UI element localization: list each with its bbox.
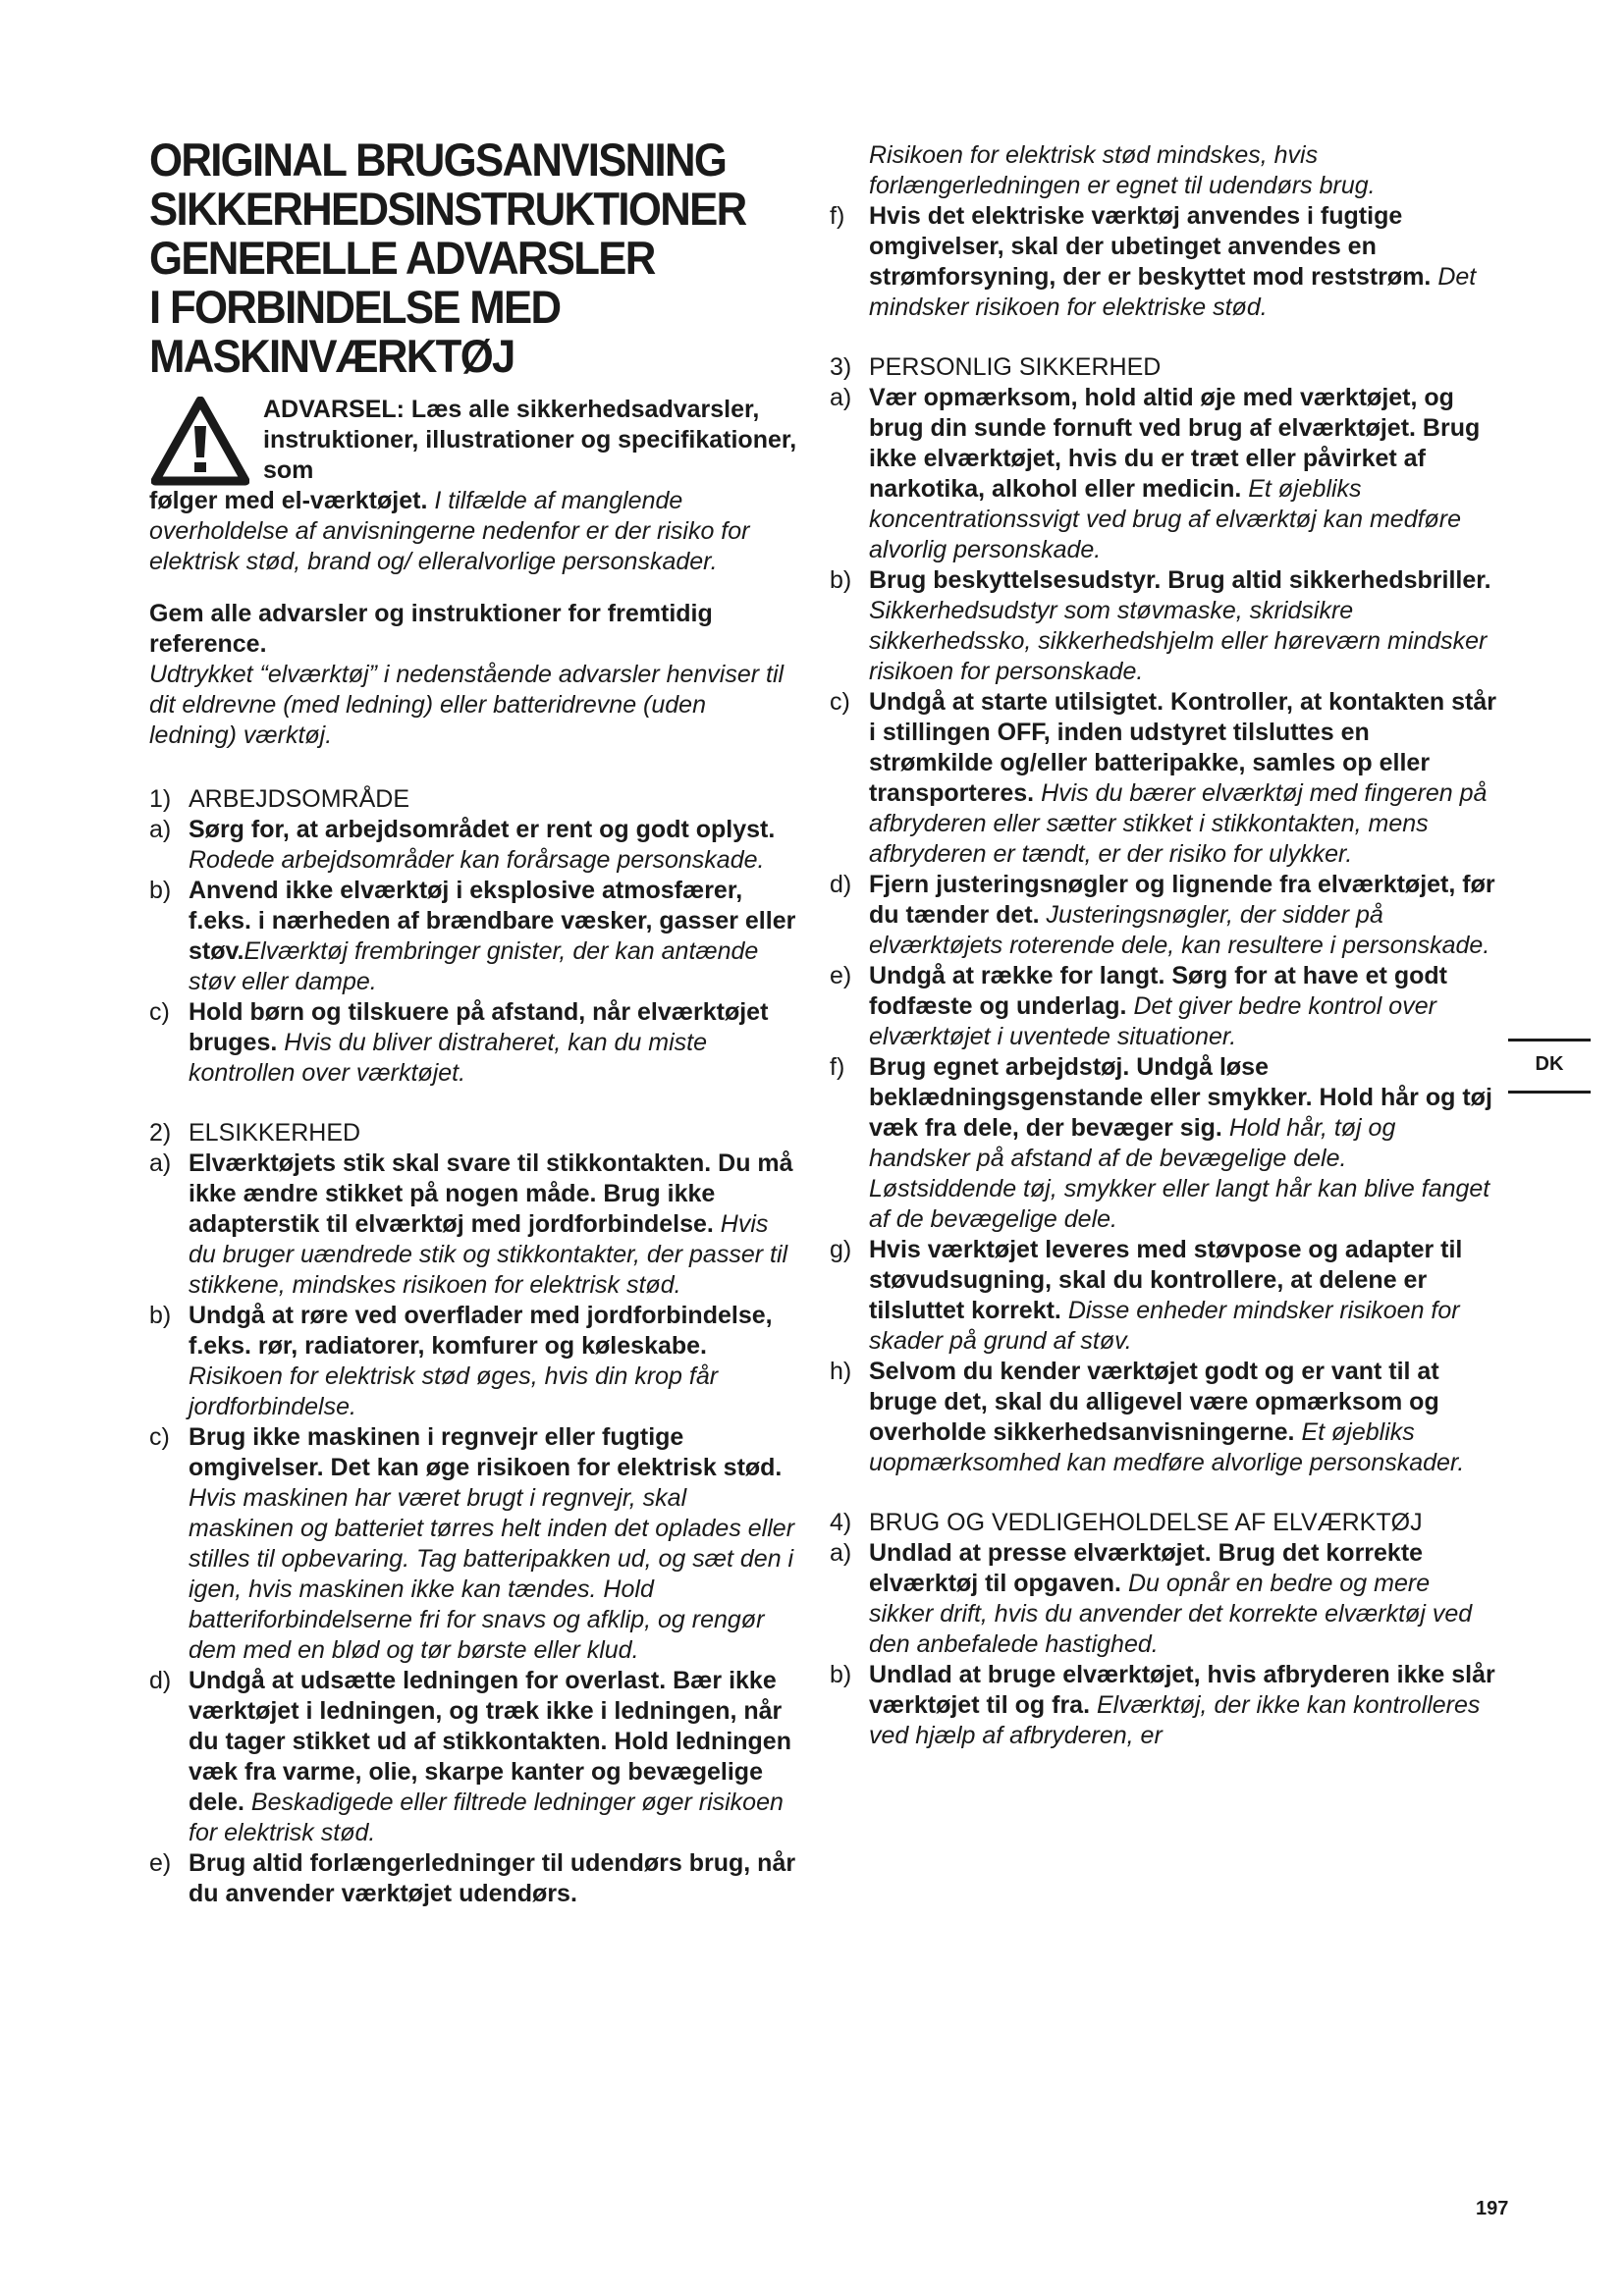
list-item <box>830 1052 1497 1235</box>
item-bold: Undgå at starte utilsigtet. Kontroller, at kontakten står i stillingen OFF, inden udstyret tilsluttes en strømkilde og/eller batteripakke, samles op eller transporteres. <box>869 688 1497 807</box>
item-label: c) <box>149 1423 170 1451</box>
item-bold: Vær opmærksom, hold altid øje med værktøjet, og brug din sunde fornuft ved brug af elværktøjet. Brug ikke elværktøjet, hvis du er træt eller påvirket af narkotika, alkohol eller medicin. <box>869 384 1481 503</box>
item-bold: Brug beskyttelsesudstyr. Brug altid sikkerhedsbriller. <box>869 566 1491 594</box>
item-italic: Hvis maskinen har været brugt i regnvejr, skal maskinen og batteriet tørres helt inden det oplades eller stilles til opbevaring. Tag batteripakken ud, og sæt den i igen, hvis maskinen ikke kan tændes. Hold batteriforbindelserne fri for snavs og afklip, og rengør dem med en blød og tør børste eller klud. <box>189 1484 795 1664</box>
item-label: b) <box>149 1302 172 1329</box>
item-label: h) <box>830 1358 852 1385</box>
item-bold: Hvis værktøjet leveres med støvpose og adapter til støvudsugning, skal du kontrollere, at delene er tilsluttet korrekt. <box>869 1236 1463 1324</box>
item-label: e) <box>149 1849 172 1877</box>
warning-text: I tilfælde af manglende overholdelse af anvisningerne nedenfor er der risiko for elektrisk stød, brand og/ elleralvorlige personskader. <box>149 487 750 575</box>
list-item <box>830 1357 1497 1478</box>
item-bold: Brug altid forlængerledninger til udendørs brug, når du anvender værktøjet udendørs. <box>189 1849 796 1907</box>
section-title: PERSONLIG SIKKERHED <box>869 353 1162 381</box>
section-title: ARBEJDSOMRÅDE <box>189 785 410 813</box>
item-label: a) <box>830 384 852 411</box>
list-item <box>830 383 1497 565</box>
item-label: a) <box>149 1149 172 1177</box>
item-bold: Undlad at presse elværktøjet. Brug det korrekte elværktøj til opgaven. <box>869 1539 1424 1597</box>
item-italic: Risikoen for elektrisk stød øges, hvis din krop får jordforbindelse. <box>189 1362 719 1420</box>
list-item <box>149 1148 797 1301</box>
section-number: 2) <box>149 1119 172 1147</box>
item-bold: Elværktøjets stik skal svare til stikkontakten. Du må ikke ændre stikket på nogen måde. Brug ikke adapterstik til elværktøj med jordforbindelse. <box>189 1149 793 1238</box>
item-label: c) <box>149 998 170 1026</box>
item-bold: Undgå at røre ved overflader med jordforbindelse, f.eks. rør, radiatorer, komfurer og køleskabe. <box>189 1302 773 1360</box>
section-heading <box>830 352 1497 383</box>
item-label: a) <box>149 816 172 843</box>
list-item <box>830 687 1497 870</box>
item-bold: Sørg for, at arbejdsområdet er rent og godt oplyst. <box>189 816 776 843</box>
item-italic: Hvis du bruger uændrede stik og stikkontakter, der passer til stikkene, mindskes risikoen for elektrisk stød. <box>189 1210 788 1299</box>
item-italic: Disse enheder mindsker risikoen for skader på grund af støv. <box>869 1297 1460 1355</box>
section-heading <box>830 1508 1497 1538</box>
title-line: SIKKERHEDSINSTRUKTIONER <box>149 183 746 235</box>
list-item <box>830 961 1497 1052</box>
item-italic: Elværktøj frembringer gnister, der kan antænde støv eller dampe. <box>189 937 759 995</box>
item-label: d) <box>149 1667 172 1694</box>
item-bold: Hvis det elektriske værktøj anvendes i fugtige omgivelser, skal der ubetinget anvendes en strømforsyning, der er beskyttet mod reststrøm. <box>869 202 1432 291</box>
item-italic: Et øjebliks koncentrationssvigt ved brug af elværktøj kan medføre alvorlig personskade. <box>869 475 1462 563</box>
warning-block <box>149 395 797 577</box>
item-bold: Anvend ikke elværktøj i eksplosive atmosfærer, f.eks. i nærheden af brændbare væsker, gasser eller støv. <box>189 877 796 965</box>
section-number: 3) <box>830 353 852 381</box>
list-item <box>149 1848 797 1909</box>
page-title <box>149 135 797 381</box>
section-title: BRUG OG VEDLIGEHOLDELSE AF ELVÆRKTØJ <box>869 1509 1423 1536</box>
item-label: f) <box>830 202 845 230</box>
section-heading <box>149 784 797 815</box>
tool-definition: Udtrykket “elværktøj” i nedenstående advarsler henviser til dit eldrevne (med ledning) eller batteridrevne (uden ledning) værktøj. <box>149 661 785 749</box>
item-bold: Fjern justeringsnøgler og lignende fra elværktøjet, før du tænder det. <box>869 871 1495 929</box>
list-item-continued <box>830 140 1497 201</box>
item-label: e) <box>830 962 852 989</box>
warning-heading-tail: følger med el-værktøjet. <box>149 487 428 514</box>
item-italic: Det giver bedre kontrol over elværktøjet i uventede situationer. <box>869 992 1436 1050</box>
item-label: c) <box>830 688 850 716</box>
keep-instructions: Gem alle advarsler og instruktioner for fremtidig reference. <box>149 600 713 658</box>
list-item <box>830 1660 1497 1751</box>
item-label: b) <box>830 566 852 594</box>
item-italic: Hvis du bærer elværktøj med fingeren på afbryderen eller sætter stikket i stikkontakten, mens afbryderen er tændt, er der risiko for ulykker. <box>869 779 1488 868</box>
section-number: 4) <box>830 1509 852 1536</box>
list-item <box>149 815 797 876</box>
title-line: I FORBINDELSE MED <box>149 281 561 333</box>
list-item <box>830 201 1497 323</box>
item-label: b) <box>149 877 172 904</box>
list-item <box>149 1301 797 1422</box>
language-tab: DK <box>1508 1053 1591 1076</box>
item-bold: Undlad at bruge elværktøjet, hvis afbryderen ikke slår værktøjet til og fra. <box>869 1661 1495 1719</box>
item-italic: Sikkerhedsudstyr som støvmaske, skridsikre sikkerhedssko, sikkerhedshjelm eller høreværn mindsker risikoen for personskade. <box>869 597 1488 685</box>
item-italic: Risikoen for elektrisk stød mindskes, hvis forlængerledningen er egnet til udendørs brug. <box>869 141 1376 199</box>
list-item <box>830 565 1497 687</box>
item-italic: Justeringsnøgler, der sidder på elværktøjets roterende dele, kan resultere i personskade. <box>869 901 1490 959</box>
title-line: GENERELLE ADVARSLER <box>149 232 655 284</box>
list-item <box>149 997 797 1089</box>
item-italic: Hvis du bliver distraheret, kan du miste kontrollen over værktøjet. <box>189 1029 707 1087</box>
list-item <box>830 1235 1497 1357</box>
item-bold: Selvom du kender værktøjet godt og er vant til at bruge det, skal du alligevel være opmærksom og overholde sikkerhedsanvisningerne. <box>869 1358 1439 1446</box>
item-bold: Undgå at udsætte ledningen for overlast. Bær ikke værktøjet i ledningen, og træk ikke i ledningen, når du tager stikket ud af stikkontakten. Hold ledningen væk fra varme, olie, skarpe kanter og bevægelige dele. <box>189 1667 791 1816</box>
item-italic: Et øjebliks uopmærksomhed kan medføre alvorlige personskader. <box>869 1418 1465 1476</box>
warning-triangle-icon <box>151 397 249 487</box>
item-label: g) <box>830 1236 852 1263</box>
item-label: d) <box>830 871 852 898</box>
section-number: 1) <box>149 785 172 813</box>
section-heading <box>149 1118 797 1148</box>
item-bold: Brug ikke maskinen i regnvejr eller fugtige omgivelser. Det kan øge risikoen for elektrisk stød. <box>189 1423 783 1481</box>
title-line: MASKINVÆRKTØJ <box>149 330 514 382</box>
title-line: ORIGINAL BRUGSANVISNING <box>149 133 727 186</box>
item-bold: Hold børn og tilskuere på afstand, når elværktøjet bruges. <box>189 998 769 1056</box>
list-item <box>149 1666 797 1848</box>
list-item <box>149 876 797 997</box>
item-italic: Det mindsker risikoen for elektriske stød. <box>869 263 1477 321</box>
item-italic: Elværktøj, der ikke kan kontrolleres ved hjælp af afbryderen, er <box>869 1691 1481 1749</box>
list-item <box>830 870 1497 961</box>
section-title: ELSIKKERHED <box>189 1119 361 1147</box>
item-italic: Du opnår en bedre og mere sikker drift, hvis du anvender det korrekte elværktøj ved den anbefalede hastighed. <box>869 1570 1473 1658</box>
list-item <box>830 1538 1497 1660</box>
right-column <box>830 140 1497 1751</box>
item-italic: Rodede arbejdsområder kan forårsage personskade. <box>189 846 765 874</box>
page-number: 197 <box>1476 2198 1509 2219</box>
item-bold: Brug egnet arbejdstøj. Undgå løse beklædningsgenstande eller smykker. Hold hår og tøj væk fra dele, der bevæger sig. <box>869 1053 1492 1142</box>
left-column <box>149 135 797 1909</box>
item-label: a) <box>830 1539 852 1567</box>
item-italic: Hold hår, tøj og handsker på afstand af de bevægelige dele. Løstsiddende tøj, smykker eller langt hår kan blive fanget af de bevægelige dele. <box>869 1114 1490 1233</box>
item-italic: Beskadigede eller filtrede ledninger øger risikoen for elektrisk stød. <box>189 1789 784 1846</box>
warning-heading: ADVARSEL: Læs alle sikkerhedsadvarsler, instruktioner, illustrationer og specifikationer, som <box>263 396 797 484</box>
item-bold: Undgå at række for langt. Sørg for at have et godt fodfæste og underlag. <box>869 962 1447 1020</box>
list-item <box>149 1422 797 1666</box>
item-label: b) <box>830 1661 852 1688</box>
item-label: f) <box>830 1053 845 1081</box>
